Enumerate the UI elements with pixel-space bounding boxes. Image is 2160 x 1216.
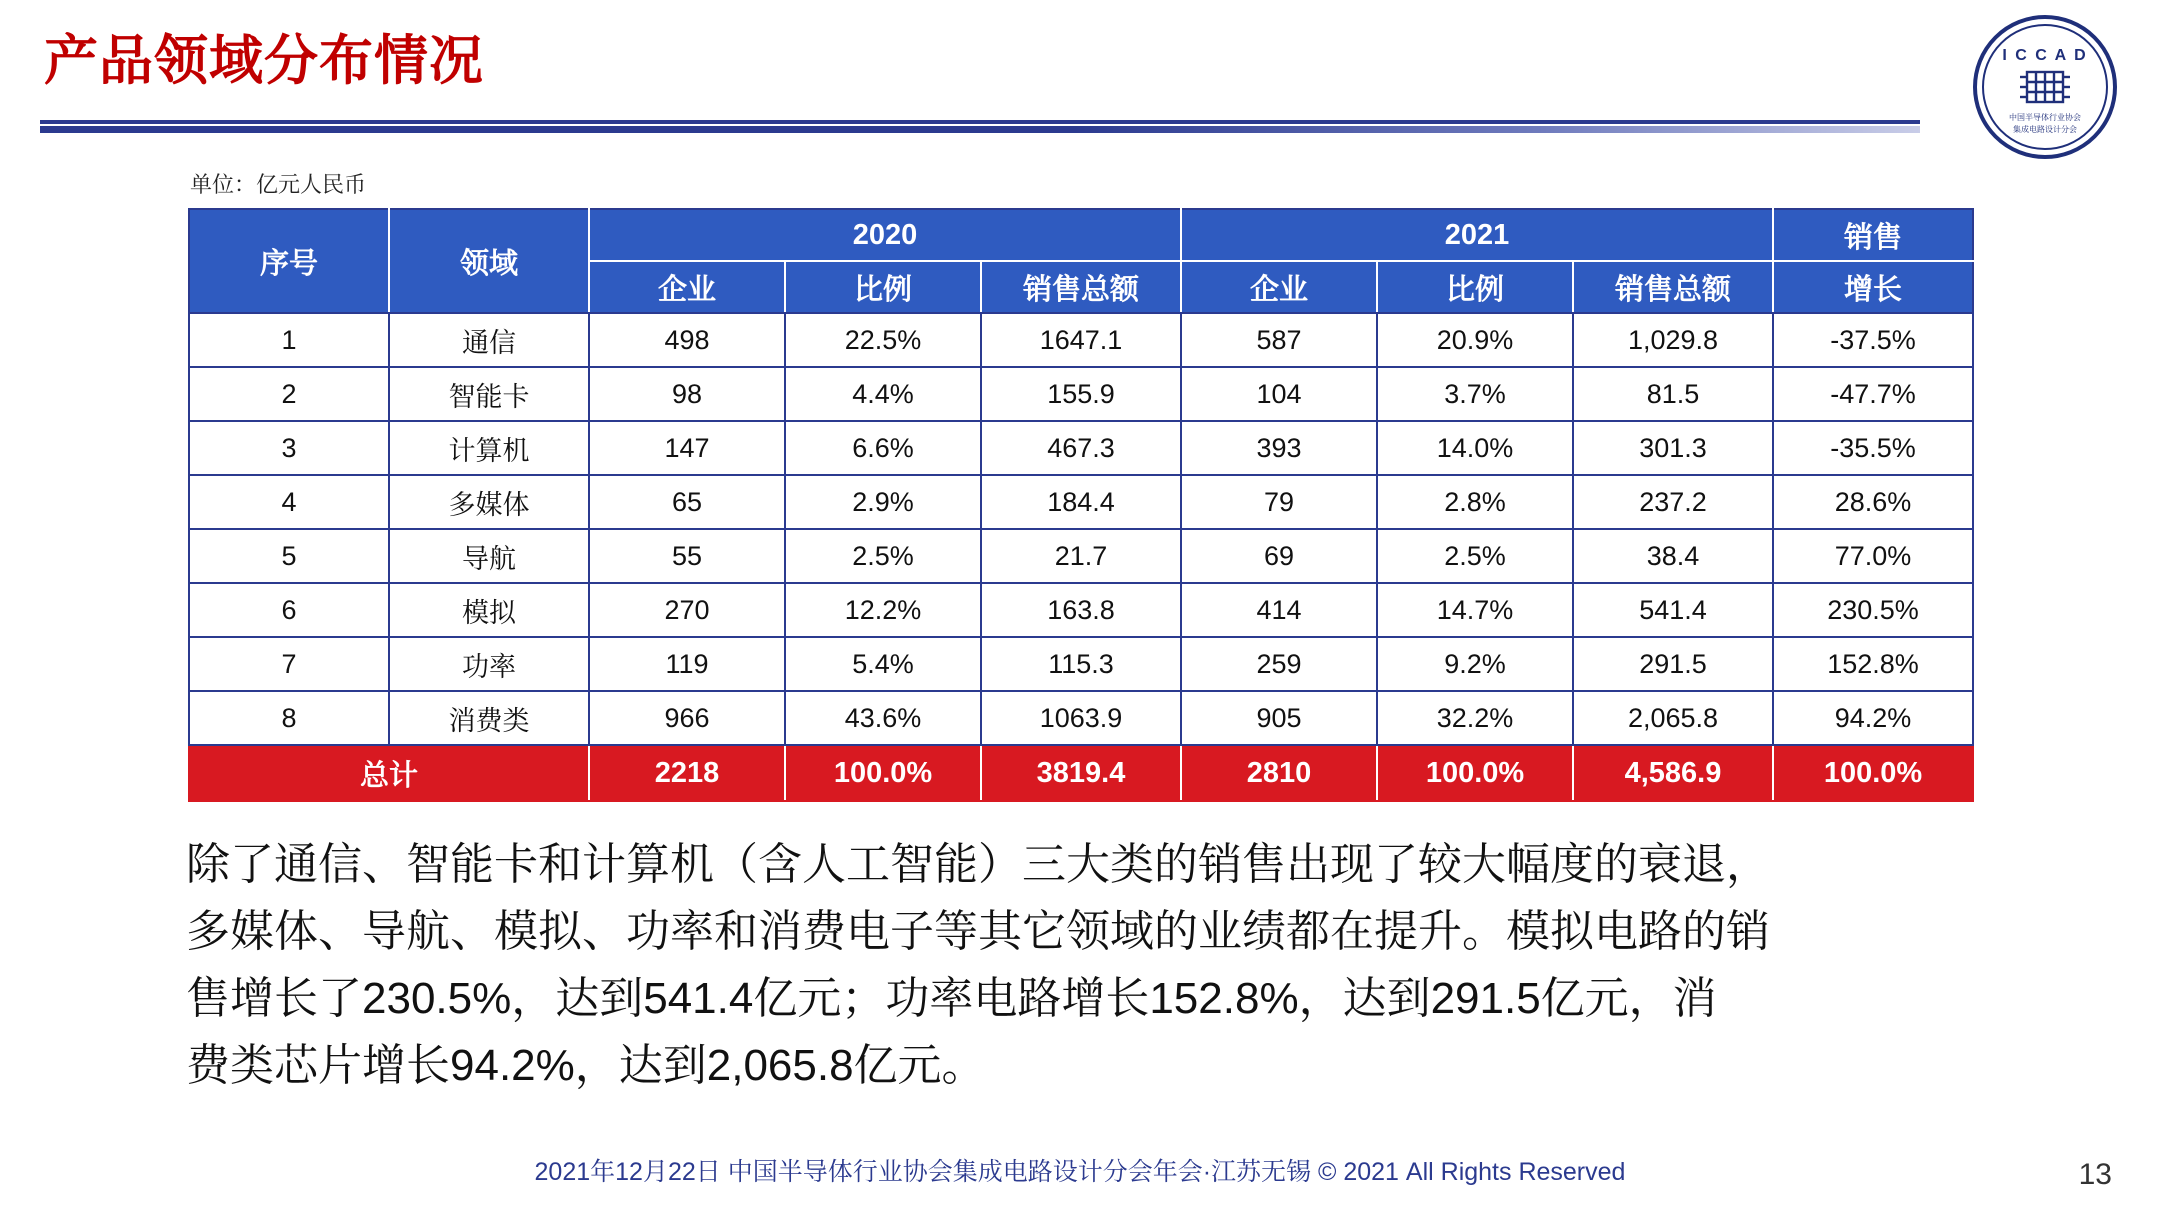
cell-enterprises-2021: 79 [1181,475,1377,529]
cell-enterprises-2020: 270 [589,583,785,637]
cell-sales-2021: 81.5 [1573,367,1773,421]
col-header-growth-line2: 增长 [1773,261,1973,313]
cell-total-label: 总计 [189,745,589,801]
cell-field: 功率 [389,637,589,691]
col-header-sales-2021: 销售总额 [1573,261,1773,313]
cell-enterprises-2020: 98 [589,367,785,421]
cell-growth: 77.0% [1773,529,1973,583]
cell-sales-2021: 541.4 [1573,583,1773,637]
table-row [189,475,1973,529]
cell-field: 导航 [389,529,589,583]
cell-total-enterprises-2021: 2810 [1181,745,1377,801]
cell-growth: 152.8% [1773,637,1973,691]
cell-sales-2021: 38.4 [1573,529,1773,583]
col-header-2021: 2021 [1181,209,1773,261]
cell-total-ratio-2020: 100.0% [785,745,981,801]
svg-text:I C C A D: I C C A D [2002,47,2088,64]
footer-text: 2021年12月22日 中国半导体行业协会集成电路设计分会年会·江苏无锡 © 2021 All Rights Reserved [534,1158,1626,1186]
product-field-table [188,208,1974,802]
cell-enterprises-2020: 119 [589,637,785,691]
cell-sales-2021: 2,065.8 [1573,691,1773,745]
cell-index: 4 [189,475,389,529]
cell-sales-2020: 163.8 [981,583,1181,637]
unit-note: 单位：亿元人民币 [190,172,367,197]
cell-sales-2021: 301.3 [1573,421,1773,475]
cell-enterprises-2021: 414 [1181,583,1377,637]
cell-ratio-2021: 14.0% [1377,421,1573,475]
cell-ratio-2020: 6.6% [785,421,981,475]
cell-growth: 230.5% [1773,583,1973,637]
cell-index: 2 [189,367,389,421]
cell-index: 6 [189,583,389,637]
cell-enterprises-2021: 69 [1181,529,1377,583]
page-number: 13 [2078,1158,2112,1191]
cell-ratio-2020: 43.6% [785,691,981,745]
col-header-ratio-2020: 比例 [785,261,981,313]
table-header-row-1 [189,209,1973,261]
cell-sales-2021: 237.2 [1573,475,1773,529]
cell-enterprises-2020: 498 [589,313,785,367]
cell-ratio-2020: 4.4% [785,367,981,421]
col-header-index: 序号 [189,209,389,313]
body-line-2: 多媒体、导航、模拟、功率和消费电子等其它领域的业绩都在提升。模拟电路的销 [186,906,1770,956]
cell-enterprises-2021: 905 [1181,691,1377,745]
cell-sales-2020: 1647.1 [981,313,1181,367]
body-line-1: 除了通信、智能卡和计算机（含人工智能）三大类的销售出现了较大幅度的衰退， [186,840,1770,889]
cell-sales-2021: 291.5 [1573,637,1773,691]
table-row [189,691,1973,745]
cell-enterprises-2021: 104 [1181,367,1377,421]
cell-field: 模拟 [389,583,589,637]
cell-growth: 94.2% [1773,691,1973,745]
col-header-ratio-2021: 比例 [1377,261,1573,313]
cell-sales-2020: 1063.9 [981,691,1181,745]
col-header-enterprises-2021: 企业 [1181,261,1377,313]
cell-total-sales-2020: 3819.4 [981,745,1181,801]
col-header-sales-2020: 销售总额 [981,261,1181,313]
cell-enterprises-2020: 966 [589,691,785,745]
cell-growth: -35.5% [1773,421,1973,475]
cell-ratio-2021: 32.2% [1377,691,1573,745]
table-total-row [189,745,1973,801]
svg-text:中国半导体行业协会: 中国半导体行业协会 [2009,113,2081,122]
cell-total-growth: 100.0% [1773,745,1973,801]
cell-ratio-2020: 2.9% [785,475,981,529]
cell-enterprises-2021: 393 [1181,421,1377,475]
cell-index: 5 [189,529,389,583]
table-row [189,583,1973,637]
cell-ratio-2021: 9.2% [1377,637,1573,691]
cell-ratio-2021: 14.7% [1377,583,1573,637]
title-divider [40,126,1920,133]
cell-ratio-2021: 2.5% [1377,529,1573,583]
table-row [189,637,1973,691]
cell-total-enterprises-2020: 2218 [589,745,785,801]
cell-growth: 28.6% [1773,475,1973,529]
cell-total-ratio-2021: 100.0% [1377,745,1573,801]
table-row [189,367,1973,421]
cell-ratio-2020: 5.4% [785,637,981,691]
body-line-4: 费类芯片增长94.2%，达到2,065.8亿元。 [186,1040,986,1090]
col-header-growth-line1: 销售 [1773,209,1973,261]
cell-enterprises-2020: 65 [589,475,785,529]
cell-ratio-2021: 20.9% [1377,313,1573,367]
cell-ratio-2021: 3.7% [1377,367,1573,421]
body-line-3: 售增长了230.5%，达到541.4亿元；功率电路增长152.8%，达到291.5亿元，消 [186,973,1717,1023]
table-row [189,421,1973,475]
cell-sales-2020: 184.4 [981,475,1181,529]
product-field-table-wrapper [188,208,1972,802]
svg-text:集成电路设计分会: 集成电路设计分会 [2013,125,2077,134]
col-header-field: 领域 [389,209,589,313]
cell-sales-2020: 467.3 [981,421,1181,475]
table-row [189,313,1973,367]
page-title: 产品领域分布情况 [44,31,484,91]
cell-enterprises-2020: 55 [589,529,785,583]
cell-sales-2021: 1,029.8 [1573,313,1773,367]
cell-enterprises-2020: 147 [589,421,785,475]
cell-sales-2020: 115.3 [981,637,1181,691]
cell-field: 多媒体 [389,475,589,529]
cell-sales-2020: 155.9 [981,367,1181,421]
cell-index: 1 [189,313,389,367]
cell-enterprises-2021: 587 [1181,313,1377,367]
cell-sales-2020: 21.7 [981,529,1181,583]
col-header-enterprises-2020: 企业 [589,261,785,313]
title-divider-top [40,120,1920,124]
iccad-logo [1972,14,2118,160]
cell-index: 7 [189,637,389,691]
cell-ratio-2020: 2.5% [785,529,981,583]
cell-ratio-2020: 22.5% [785,313,981,367]
body-paragraph [186,832,1986,1100]
cell-ratio-2021: 2.8% [1377,475,1573,529]
cell-growth: -37.5% [1773,313,1973,367]
cell-growth: -47.7% [1773,367,1973,421]
cell-total-sales-2021: 4,586.9 [1573,745,1773,801]
cell-index: 3 [189,421,389,475]
cell-field: 计算机 [389,421,589,475]
cell-ratio-2020: 12.2% [785,583,981,637]
table-row [189,529,1973,583]
col-header-2020: 2020 [589,209,1181,261]
cell-field: 通信 [389,313,589,367]
cell-index: 8 [189,691,389,745]
cell-enterprises-2021: 259 [1181,637,1377,691]
cell-field: 消费类 [389,691,589,745]
cell-field: 智能卡 [389,367,589,421]
